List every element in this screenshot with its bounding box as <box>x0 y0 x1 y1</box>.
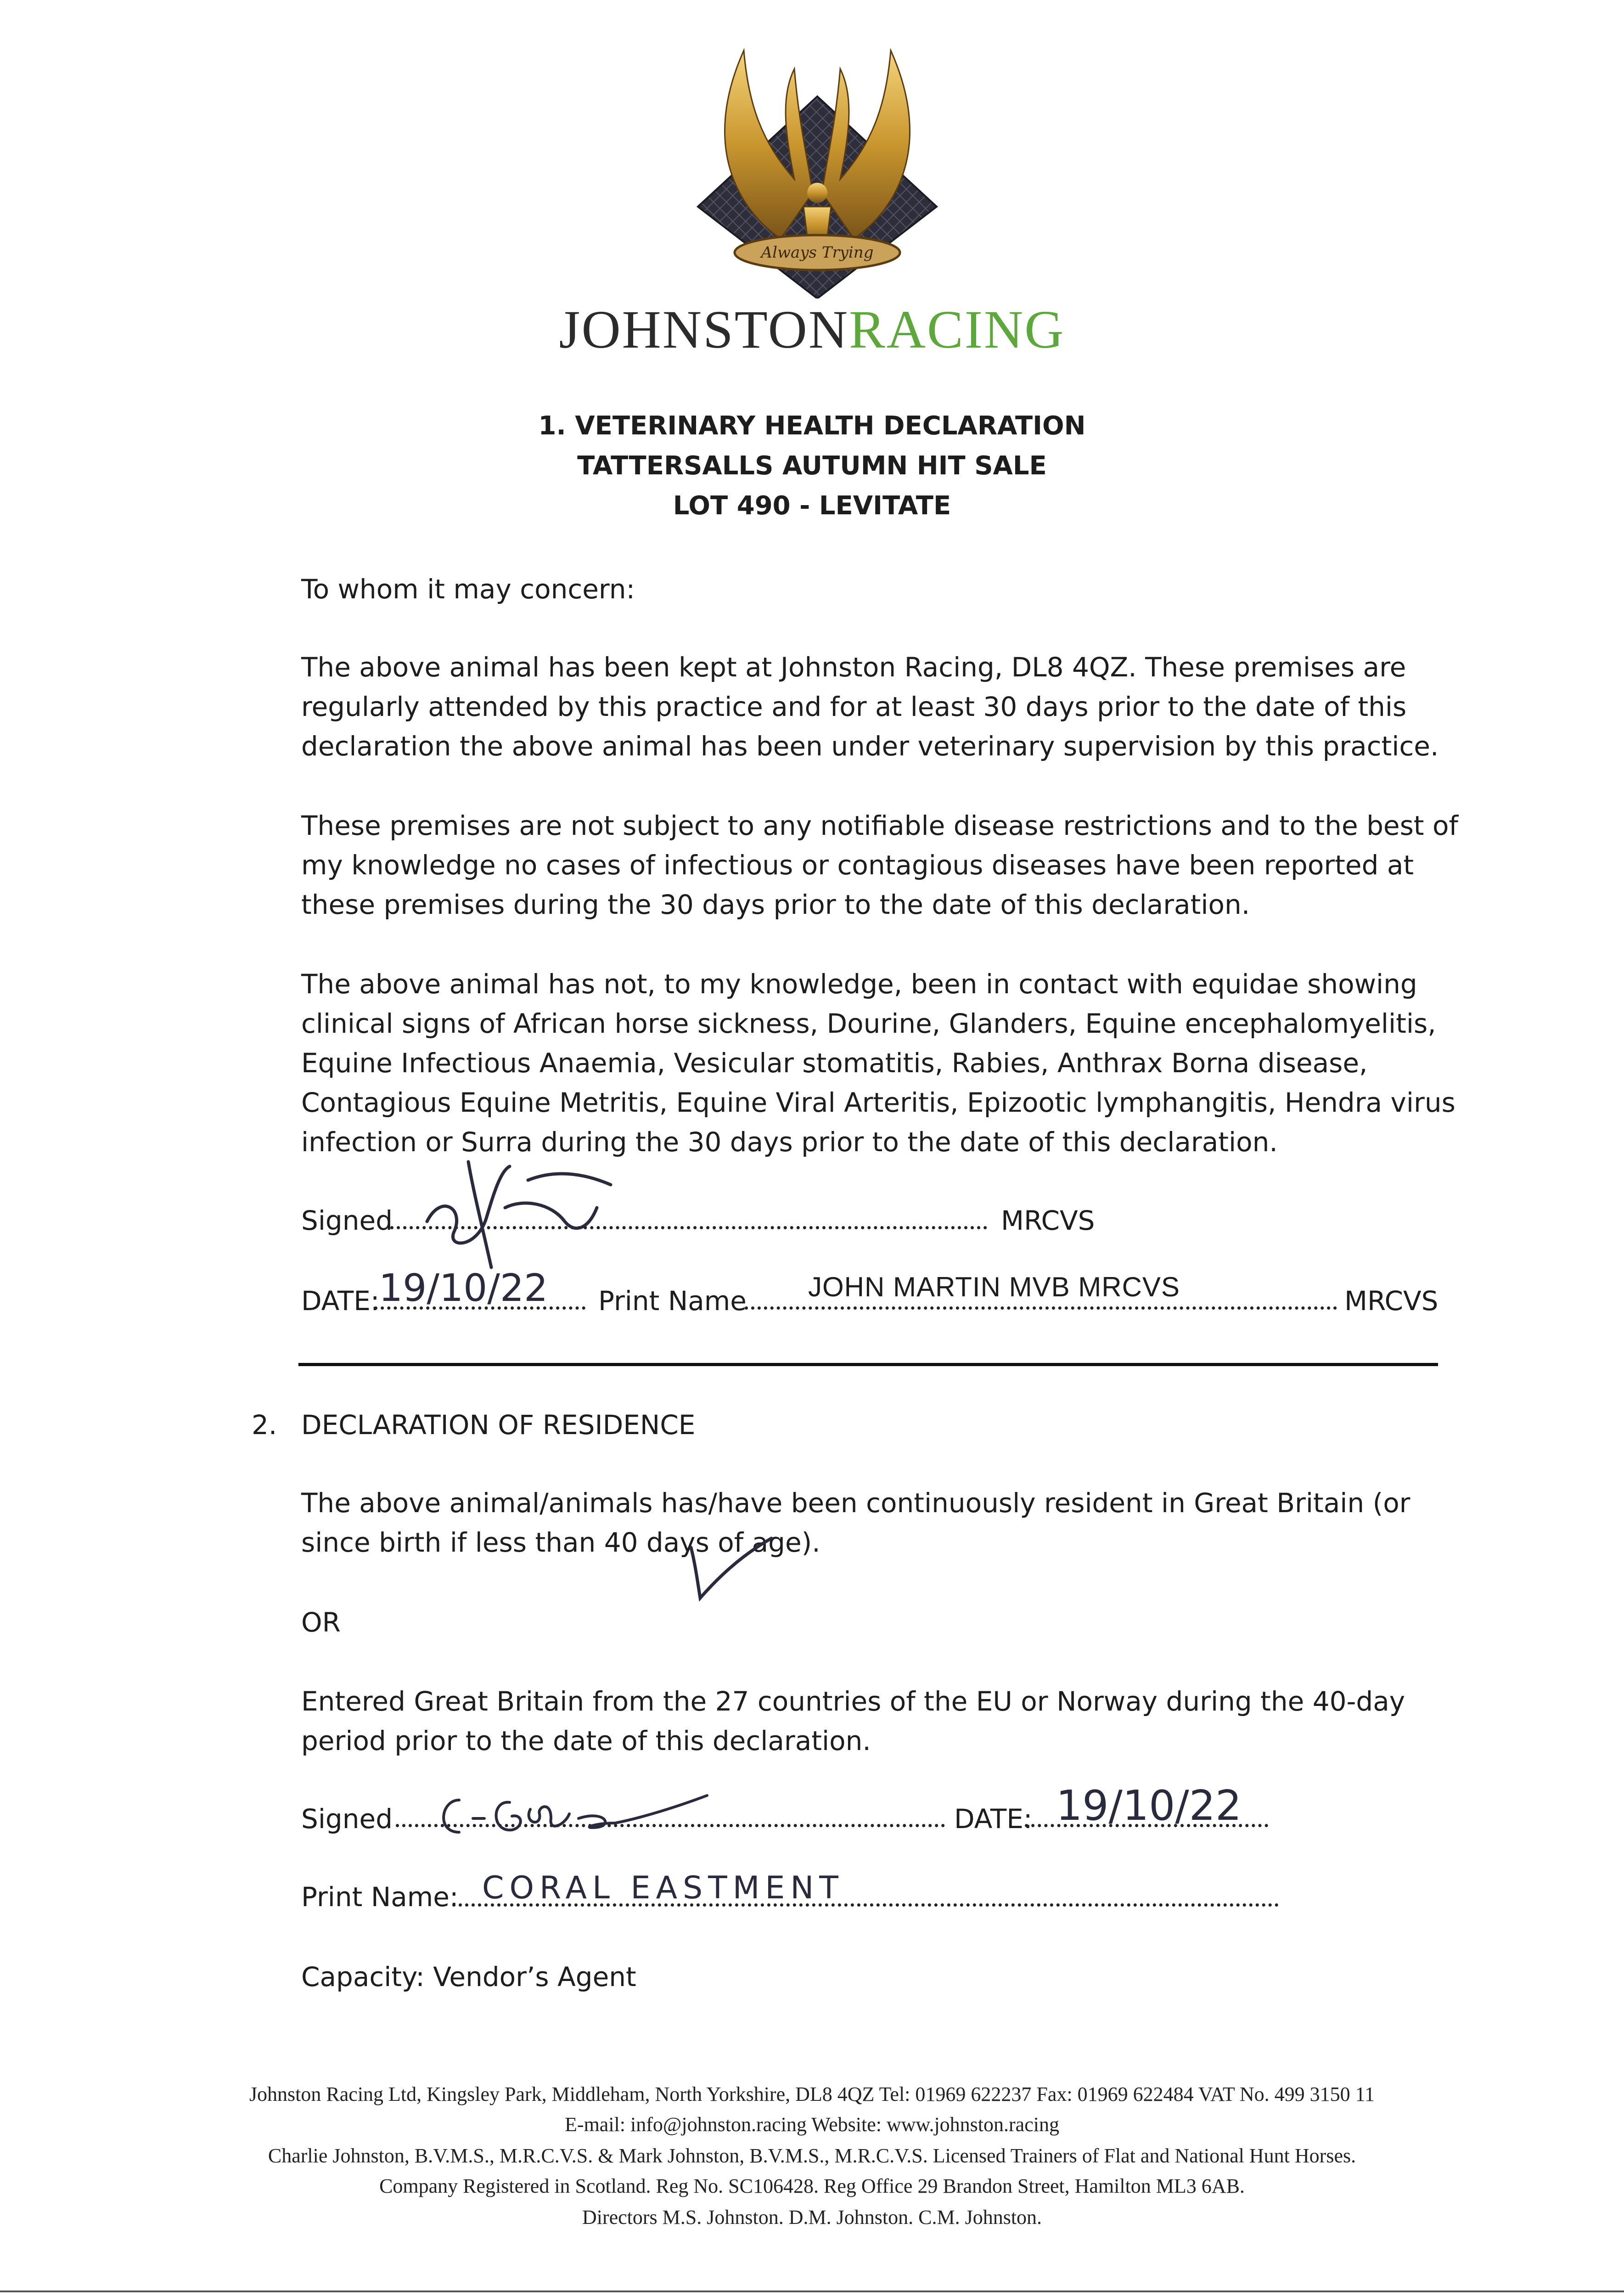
vet-print-name-label: Print Name <box>598 1285 747 1317</box>
section2-paragraph-1: The above animal/animals has/have been continuously resident in Great Britain (or since birth if less than 40 days of age). <box>301 1487 1410 1558</box>
footer-contact: E-mail: info@johnston.racing Website: www.johnston.racing <box>565 2113 1059 2136</box>
section2-heading: DECLARATION OF RESIDENCE <box>301 1409 696 1441</box>
vet-print-name-value: JOHN MARTIN MVB MRCVS <box>808 1272 1180 1302</box>
footer-directors: Directors M.S. Johnston. D.M. Johnston. C.M. Johnston. <box>582 2206 1042 2228</box>
vet-print-mrcvs-suffix: MRCVS <box>1344 1285 1439 1317</box>
agent-print-name-label: Print Name: <box>301 1881 459 1913</box>
section1-paragraph-3: The above animal has not, to my knowledge, been in contact with equidae showing clinical signs of African horse sickness, Dourine, Glanders, Equine encephalomyelitis, Equine Infectious Anaemia, Vesicular stomatitis, Rabies, Anthrax Borna disease, Contagious Equine Metritis, Equine Viral Arteritis, Epizootic lymphangitis, Hendra virus infection or Surra during the 30 days prior to the date of this declaration. <box>301 968 1455 1158</box>
agent-date-label: DATE: <box>954 1803 1033 1835</box>
vet-print-name-line <box>745 1306 1337 1310</box>
bottom-rule <box>0 2290 1624 2292</box>
footer-address: Johnston Racing Ltd, Kingsley Park, Middleham, North Yorkshire, DL8 4QZ Tel: 01969 622237 Fax: 01969 622484 VAT No. 499 3150 11 <box>249 2083 1375 2105</box>
footer-trainers: Charlie Johnston, B.V.M.S., M.R.C.V.S. & Mark Johnston, B.V.M.S., M.R.C.V.S. Licensed Trainers of Flat and National Hunt Horses. <box>268 2144 1356 2167</box>
vet-mrcvs-suffix: MRCVS <box>1001 1205 1095 1236</box>
vet-signed-label: Signed <box>301 1205 393 1236</box>
vet-signature <box>413 1153 615 1272</box>
company-logo <box>643 41 992 298</box>
wordmark-johnston: JOHNSTON <box>559 299 849 360</box>
logo-motto: Always Trying <box>761 243 874 262</box>
section2-paragraph-2: Entered Great Britain from the 27 countries of the EU or Norway during the 40-day period prior to the date of this declaration. <box>301 1686 1405 1756</box>
checkmark-icon <box>684 1534 776 1603</box>
agent-print-name-value: CORAL EASTMENT <box>482 1870 844 1906</box>
agent-date-value: 19/10/22 <box>1056 1782 1242 1830</box>
wordmark-racing: RACING <box>849 299 1065 360</box>
section2-number: 2. <box>252 1409 277 1441</box>
section1-heading: 1. VETERINARY HEALTH DECLARATION <box>538 411 1086 441</box>
footer-registration: Company Registered in Scotland. Reg No. SC106428. Reg Office 29 Brandon Street, Hamilton ML3 6AB. <box>379 2175 1245 2197</box>
sale-title: TATTERSALLS AUTUMN HIT SALE <box>577 451 1047 481</box>
section1-paragraph-2: These premises are not subject to any notifiable disease restrictions and to the best of my knowledge no cases of infectious or contagious diseases have been reported at these premises during the 30 days prior to the date of this declaration. <box>301 810 1458 920</box>
agent-signature <box>432 1782 716 1846</box>
section1-paragraph-1: The above animal has been kept at Johnston Racing, DL8 4QZ. These premises are regularly attended by this practice and for at least 30 days prior to the date of this declaration the above animal has been under veterinary supervision by this practice. <box>301 652 1439 762</box>
agent-signed-label: Signed <box>301 1803 393 1835</box>
company-wordmark <box>0 298 1624 361</box>
capacity: Capacity: Vendor’s Agent <box>301 1961 636 1992</box>
lot-title: LOT 490 - LEVITATE <box>673 491 951 521</box>
section-divider <box>298 1363 1438 1366</box>
or-label: OR <box>301 1607 341 1638</box>
salutation: To whom it may concern: <box>301 574 635 605</box>
vet-date-value: 19/10/22 <box>379 1266 548 1310</box>
vet-date-label: DATE: <box>301 1285 380 1317</box>
